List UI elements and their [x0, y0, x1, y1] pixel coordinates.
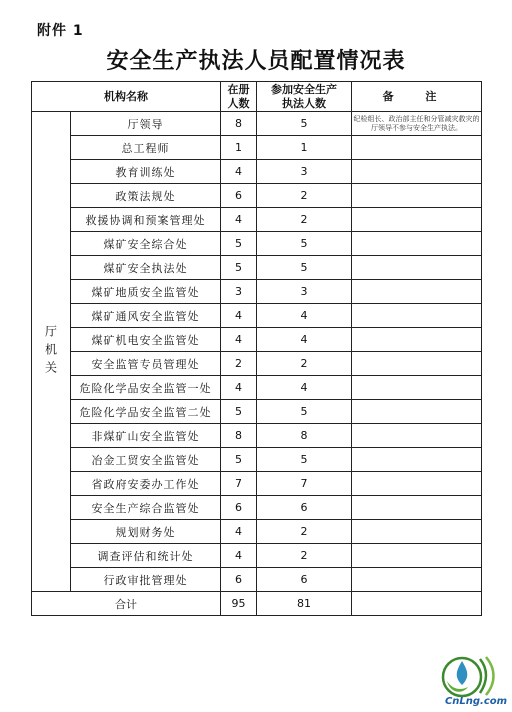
unit-name-cell: 危险化学品安全监管一处	[71, 376, 221, 400]
remark-cell	[352, 568, 482, 592]
unit-name-cell: 煤矿安全综合处	[71, 232, 221, 256]
table-row	[32, 376, 482, 400]
table-row	[32, 472, 482, 496]
table-row	[32, 256, 482, 280]
registered-count-cell: 5	[221, 256, 257, 280]
document-title: 安全生产执法人员配置情况表	[106, 48, 406, 74]
remark-cell	[352, 544, 482, 568]
header-participating-line2: 执法人数	[282, 96, 326, 110]
group-label: 厅机关	[32, 112, 71, 592]
table-row	[32, 400, 482, 424]
table-row	[32, 160, 482, 184]
registered-count-cell: 1	[221, 136, 257, 160]
remark-cell: 纪检组长、政治部主任和分管减灾救灾的厅领导不参与安全生产执法。	[352, 112, 482, 136]
unit-name-cell: 规划财务处	[71, 520, 221, 544]
remark-cell	[352, 184, 482, 208]
participating-count-cell: 7	[257, 472, 352, 496]
header-participating-line1: 参加安全生产	[271, 82, 337, 96]
remark-cell	[352, 232, 482, 256]
header-row	[32, 82, 482, 112]
remark-cell	[352, 352, 482, 376]
table-row	[32, 328, 482, 352]
total-remark-cell	[352, 592, 482, 616]
remark-cell	[352, 256, 482, 280]
header-participating	[257, 82, 352, 112]
total-row	[32, 592, 482, 616]
remark-cell	[352, 136, 482, 160]
registered-count-cell: 6	[221, 184, 257, 208]
unit-name-cell: 行政审批管理处	[71, 568, 221, 592]
participating-count-cell: 6	[257, 496, 352, 520]
table-row	[32, 496, 482, 520]
registered-count-cell: 4	[221, 160, 257, 184]
participating-count-cell: 2	[257, 520, 352, 544]
registered-count-cell: 6	[221, 568, 257, 592]
remark-cell	[352, 496, 482, 520]
unit-name-cell: 政策法规处	[71, 184, 221, 208]
unit-name-cell: 省政府安委办工作处	[71, 472, 221, 496]
staff-allocation-table	[31, 81, 482, 616]
participating-count-cell: 5	[257, 448, 352, 472]
participating-count-cell: 5	[257, 112, 352, 136]
table-row	[32, 280, 482, 304]
header-registered-line2: 人数	[227, 96, 250, 110]
unit-name-cell: 煤矿地质安全监管处	[71, 280, 221, 304]
participating-count-cell: 4	[257, 376, 352, 400]
header-registered-line1: 在册	[227, 82, 250, 96]
unit-name-cell: 总工程师	[71, 136, 221, 160]
table-row	[32, 184, 482, 208]
remark-cell	[352, 400, 482, 424]
unit-name-cell: 冶金工贸安全监管处	[71, 448, 221, 472]
unit-name-cell: 安全生产综合监管处	[71, 496, 221, 520]
remark-cell	[352, 448, 482, 472]
participating-count-cell: 2	[257, 208, 352, 232]
unit-name-cell: 教育训练处	[71, 160, 221, 184]
remark-cell	[352, 520, 482, 544]
participating-count-cell: 5	[257, 232, 352, 256]
participating-count-cell: 4	[257, 304, 352, 328]
site-logo	[436, 655, 508, 707]
header-registered	[221, 82, 257, 112]
participating-count-cell: 4	[257, 328, 352, 352]
participating-count-cell: 2	[257, 544, 352, 568]
remark-cell	[352, 424, 482, 448]
unit-name-cell: 非煤矿山安全监管处	[71, 424, 221, 448]
participating-count-cell: 2	[257, 184, 352, 208]
registered-count-cell: 5	[221, 448, 257, 472]
table-row	[32, 208, 482, 232]
registered-count-cell: 4	[221, 304, 257, 328]
unit-name-cell: 救援协调和预案管理处	[71, 208, 221, 232]
participating-count-cell: 3	[257, 160, 352, 184]
total-participating-cell: 81	[257, 592, 352, 616]
table-row	[32, 424, 482, 448]
unit-name-cell: 安全监管专员管理处	[71, 352, 221, 376]
remark-cell	[352, 208, 482, 232]
table-row	[32, 232, 482, 256]
registered-count-cell: 4	[221, 544, 257, 568]
registered-count-cell: 2	[221, 352, 257, 376]
unit-name-cell: 危险化学品安全监管二处	[71, 400, 221, 424]
remark-cell	[352, 280, 482, 304]
participating-count-cell: 1	[257, 136, 352, 160]
participating-count-cell: 8	[257, 424, 352, 448]
table-row	[32, 520, 482, 544]
registered-count-cell: 4	[221, 376, 257, 400]
registered-count-cell: 5	[221, 400, 257, 424]
table-row	[32, 352, 482, 376]
registered-count-cell: 5	[221, 232, 257, 256]
remark-cell	[352, 328, 482, 352]
participating-count-cell: 6	[257, 568, 352, 592]
unit-name-cell: 煤矿安全执法处	[71, 256, 221, 280]
registered-count-cell: 3	[221, 280, 257, 304]
registered-count-cell: 4	[221, 328, 257, 352]
table-row	[32, 448, 482, 472]
participating-count-cell: 5	[257, 400, 352, 424]
participating-count-cell: 2	[257, 352, 352, 376]
attachment-label: 附件 1	[37, 23, 84, 39]
remark-cell	[352, 160, 482, 184]
table-row	[32, 304, 482, 328]
participating-count-cell: 3	[257, 280, 352, 304]
table-row	[32, 568, 482, 592]
header-org-name: 机构名称	[32, 82, 221, 112]
unit-name-cell: 调查评估和统计处	[71, 544, 221, 568]
total-label: 合计	[32, 592, 221, 616]
logo-text: CnLng.com	[444, 696, 508, 707]
table-row	[32, 136, 482, 160]
table-row	[32, 544, 482, 568]
total-registered-cell: 95	[221, 592, 257, 616]
registered-count-cell: 7	[221, 472, 257, 496]
remark-cell	[352, 304, 482, 328]
unit-name-cell: 煤矿通风安全监管处	[71, 304, 221, 328]
header-remark: 备 注	[352, 82, 482, 112]
registered-count-cell: 8	[221, 424, 257, 448]
remark-cell	[352, 472, 482, 496]
table-row	[32, 112, 482, 136]
registered-count-cell: 8	[221, 112, 257, 136]
registered-count-cell: 4	[221, 520, 257, 544]
unit-name-cell: 煤矿机电安全监管处	[71, 328, 221, 352]
unit-name-cell: 厅领导	[71, 112, 221, 136]
remark-cell	[352, 376, 482, 400]
participating-count-cell: 5	[257, 256, 352, 280]
registered-count-cell: 6	[221, 496, 257, 520]
registered-count-cell: 4	[221, 208, 257, 232]
